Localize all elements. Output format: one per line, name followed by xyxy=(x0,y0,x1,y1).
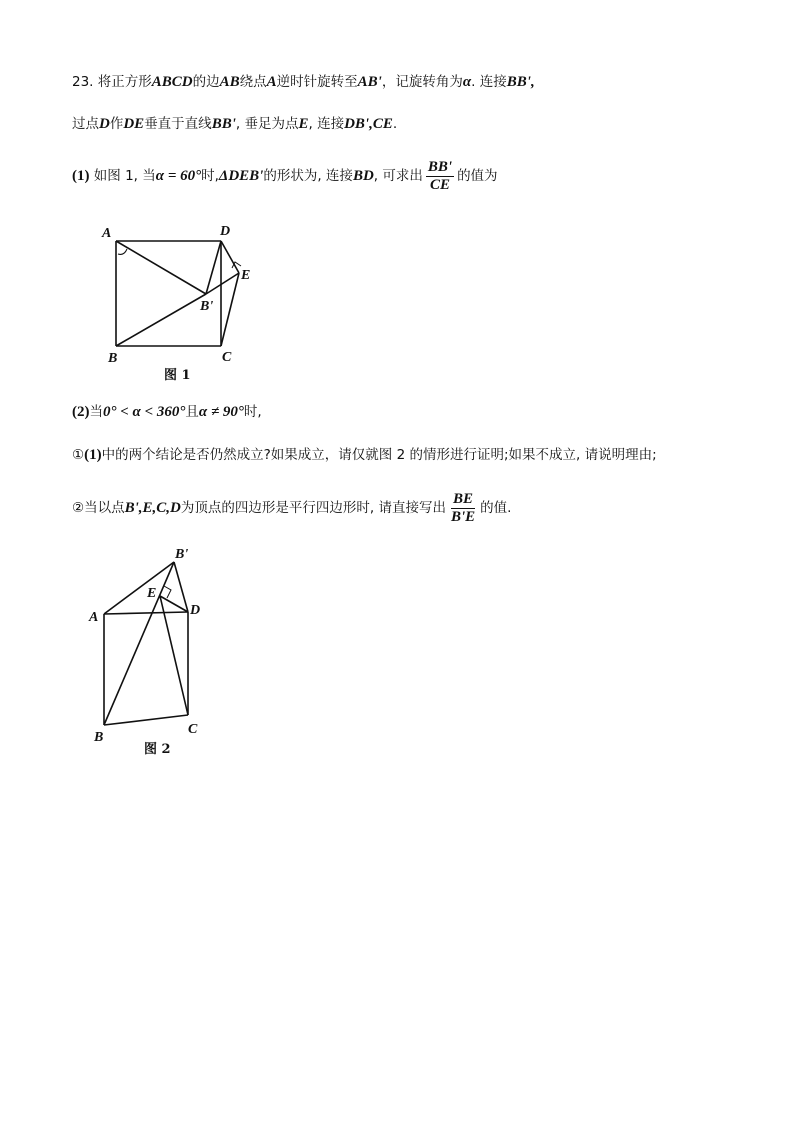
math-square: ABCD xyxy=(151,74,193,90)
text-segment: 为顶点的四边形是平行四边形时, 请直接写出 xyxy=(180,500,446,516)
fig2-label-c: C xyxy=(188,722,198,737)
fraction-denominator: CE xyxy=(429,176,450,193)
text-segment: , 垂足为点 xyxy=(235,116,299,132)
text-segment: 作 xyxy=(109,116,124,132)
figure-2-caption: 图 2 xyxy=(144,742,171,757)
text-segment: 的边 xyxy=(192,74,220,90)
question-1-text: 中的两个结论是否仍然成立?如果成立，请仅就图 2 的情形进行证明;如果不成立, 请说明理由; xyxy=(101,447,657,463)
fig2-label-e: E xyxy=(147,586,157,601)
text-segment: . xyxy=(392,116,398,132)
math-side: AB xyxy=(219,74,240,90)
part-1-label: (1) xyxy=(72,168,90,184)
text-segment: 当 xyxy=(89,404,103,420)
text-segment: 的值. xyxy=(480,500,512,516)
math-segment: BB' xyxy=(211,116,236,132)
fraction-numerator: BB' xyxy=(427,158,453,175)
figure-1-diagram xyxy=(96,216,266,396)
fig2-label-bprime: B' xyxy=(175,547,189,562)
text-segment: 过点 xyxy=(72,116,99,132)
fig1-label-a: A xyxy=(102,226,112,241)
math-segment: BB', xyxy=(506,74,535,90)
fig1-label-bprime: B' xyxy=(200,299,214,314)
text-segment: 时, xyxy=(201,168,219,184)
fraction-be-over-bpe xyxy=(449,491,477,526)
math-condition: α ≠ 90° xyxy=(198,404,244,420)
fig1-label-c: C xyxy=(222,350,232,365)
figure-2-diagram xyxy=(84,542,224,762)
question-2-line xyxy=(72,490,511,526)
text-segment: , 可求出 xyxy=(373,168,423,184)
question-1-line xyxy=(72,445,657,465)
fig1-label-e: E xyxy=(241,268,251,283)
text-segment: 的形状为, 连接 xyxy=(263,168,353,184)
text-segment: ，记旋转角为 xyxy=(381,74,463,90)
text-segment: 当以点 xyxy=(84,500,125,516)
fig2-label-d: D xyxy=(190,603,201,618)
text-segment: 逆时针旋转至 xyxy=(276,74,358,90)
text-segment: 且 xyxy=(185,404,199,420)
text-segment: , 连接 xyxy=(308,116,345,132)
text-segment: 的值为 xyxy=(457,168,498,184)
problem-line-2 xyxy=(72,114,397,134)
math-segment: BD xyxy=(352,168,374,184)
text-segment: . 连接 xyxy=(471,74,507,90)
fig1-label-b: B xyxy=(108,351,118,366)
part-2-line xyxy=(72,402,262,422)
circled-number-2: ② xyxy=(72,500,85,516)
part-2-label: (2) xyxy=(72,404,90,420)
fraction-bbp-over-ce xyxy=(426,159,454,194)
math-segments: DB',CE xyxy=(344,116,393,132)
figure-2 xyxy=(84,542,224,762)
circled-number-1: ① xyxy=(72,447,85,463)
math-points: B',E,C,D xyxy=(124,500,181,516)
text-segment: 绕点 xyxy=(239,74,267,90)
fig2-label-a: A xyxy=(89,610,99,625)
math-point: E xyxy=(298,116,309,132)
figure-1-caption: 图 1 xyxy=(164,368,191,383)
math-segment: DE xyxy=(123,116,145,132)
math-angle-value: α = 60° xyxy=(155,168,202,184)
fraction-numerator: BE xyxy=(453,490,474,507)
problem-line-1 xyxy=(72,72,535,92)
problem-number: 23. xyxy=(72,74,94,90)
text-segment: 时, xyxy=(243,404,262,420)
part-1-line xyxy=(72,158,498,194)
math-triangle: ΔDEB' xyxy=(218,168,264,184)
fig1-label-d: D xyxy=(220,224,231,239)
reference-label: (1) xyxy=(84,447,102,463)
fig2-label-b: B xyxy=(94,730,104,745)
figure-1 xyxy=(96,216,266,396)
math-angle: α xyxy=(462,74,472,90)
fraction-denominator: B'E xyxy=(450,508,476,525)
math-point: D xyxy=(99,116,110,132)
math-range: 0° < α < 360° xyxy=(103,404,186,420)
text-segment: 如图 1, 当 xyxy=(93,168,156,184)
math-segment: AB' xyxy=(357,74,382,90)
math-point: A xyxy=(266,74,277,90)
text-segment: 将正方形 xyxy=(97,74,152,90)
text-segment: 垂直于直线 xyxy=(144,116,212,132)
